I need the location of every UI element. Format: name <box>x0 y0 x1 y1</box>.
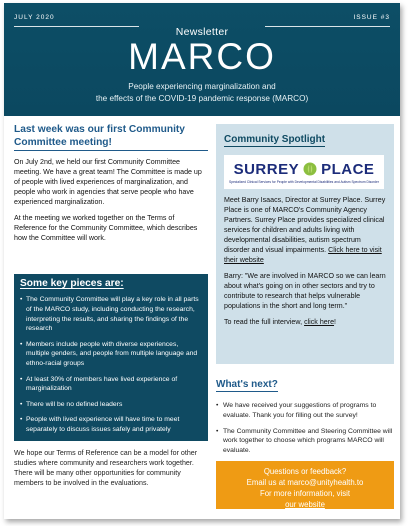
meeting-article <box>14 124 208 243</box>
key-pieces-list <box>20 295 202 435</box>
list-item: • The Community Committee will play a key role in all parts of the MARCO study, including conducting the research, interpreting the results, and sharing the findings of the research <box>20 295 202 334</box>
meeting-paragraph-2: At the meeting we worked together on the Terms of Reference for the Community Committee, which describes how the Committee will work. <box>14 214 198 242</box>
newsletter-title: MARCO <box>128 36 276 77</box>
contact-question: Questions or feedback? <box>263 467 347 476</box>
issue-date: JULY 2020 <box>14 14 55 21</box>
surrey-place-logo <box>224 155 384 189</box>
spotlight-paragraph-3: To read the full interview, click here! <box>224 318 337 326</box>
newsletter-header <box>4 3 400 116</box>
whats-next-list <box>216 401 394 456</box>
spotlight-heading: Community Spotlight <box>224 134 326 145</box>
our-website-link[interactable]: our website <box>285 500 325 509</box>
newsletter-page <box>4 3 400 519</box>
meeting-paragraph-1: On July 2nd, we held our first Community Committee meeting. We have a great team! The Committee is made up of people with lived experiences of marginalization, and people who work in agencies that serve people who have experienced marginalization. <box>14 158 202 206</box>
closing-paragraph: We hope our Terms of Reference can be a model for other studies where community and researchers work together. There will be many other opportunities for community members to be involved in the evaluations. <box>14 449 198 487</box>
key-pieces-heading: Some key pieces are: <box>20 278 124 289</box>
newsletter-subtitle <box>4 81 400 104</box>
subtitle-line-1: People experiencing marginalization and <box>128 82 276 91</box>
whats-next-heading: What's next? <box>216 379 278 390</box>
contact-banner <box>216 461 394 519</box>
contact-email[interactable]: Email us at marco@unityhealth.to <box>246 478 364 487</box>
list-item: • The Community Committee and Steering Committee will work together to choose which programs MARCO will evaluate. <box>216 427 394 456</box>
logo-text-right: PLACE <box>321 160 375 178</box>
issue-number: ISSUE #3 <box>353 14 390 21</box>
logo-tagline: Specialized Clinical Services for People with Developmental Disabilities and Autism Spectrum Disorder <box>229 179 379 184</box>
list-item: • There will be no defined leaders <box>20 400 202 410</box>
list-item: • People with lived experience will have time to meet separately to discuss issues safely and privately <box>20 415 202 435</box>
list-item: • At least 30% of members have lived experience of marginalization <box>20 375 202 395</box>
full-interview-link[interactable]: click here <box>304 318 335 326</box>
community-spotlight <box>216 124 394 364</box>
meeting-heading: Last week was our first Community Committee meeting! <box>14 124 208 151</box>
surrey-place-website-link[interactable]: Click here to visit their website <box>224 246 382 264</box>
contact-info-line: For more information, visit our website . <box>216 488 394 519</box>
newsletter-label: Newsletter <box>175 26 229 38</box>
spotlight-paragraph-1: Meet Barry Isaacs, Director at Surrey Place. Surrey Place is one of MARCO's Community Agency Partners. Surrey Place provides specialized clinical services for children and adults living with developmental disabilities, autism spectrum disorder and visual impairments. Click here to visit their website <box>224 196 386 264</box>
whats-next-section <box>216 374 394 462</box>
leaf-icon <box>302 161 318 177</box>
spotlight-quote: Barry: "We are involved in MARCO so we can learn about what's going on in other sectors and try to contribute to research that helps vulnerable populations in the short and long term." <box>224 272 386 310</box>
list-item: • We have received your suggestions of programs to evaluate. Thank you for filling out the survey! <box>216 401 394 421</box>
key-pieces-box <box>14 274 208 441</box>
logo-text-left: SURREY <box>233 160 300 178</box>
list-item: • Members include people with diverse experiences, multiple genders, and people from multiple language and ethno-racial groups <box>20 340 202 369</box>
subtitle-line-2: the effects of the COVID-19 pandemic response (MARCO) <box>95 93 309 103</box>
